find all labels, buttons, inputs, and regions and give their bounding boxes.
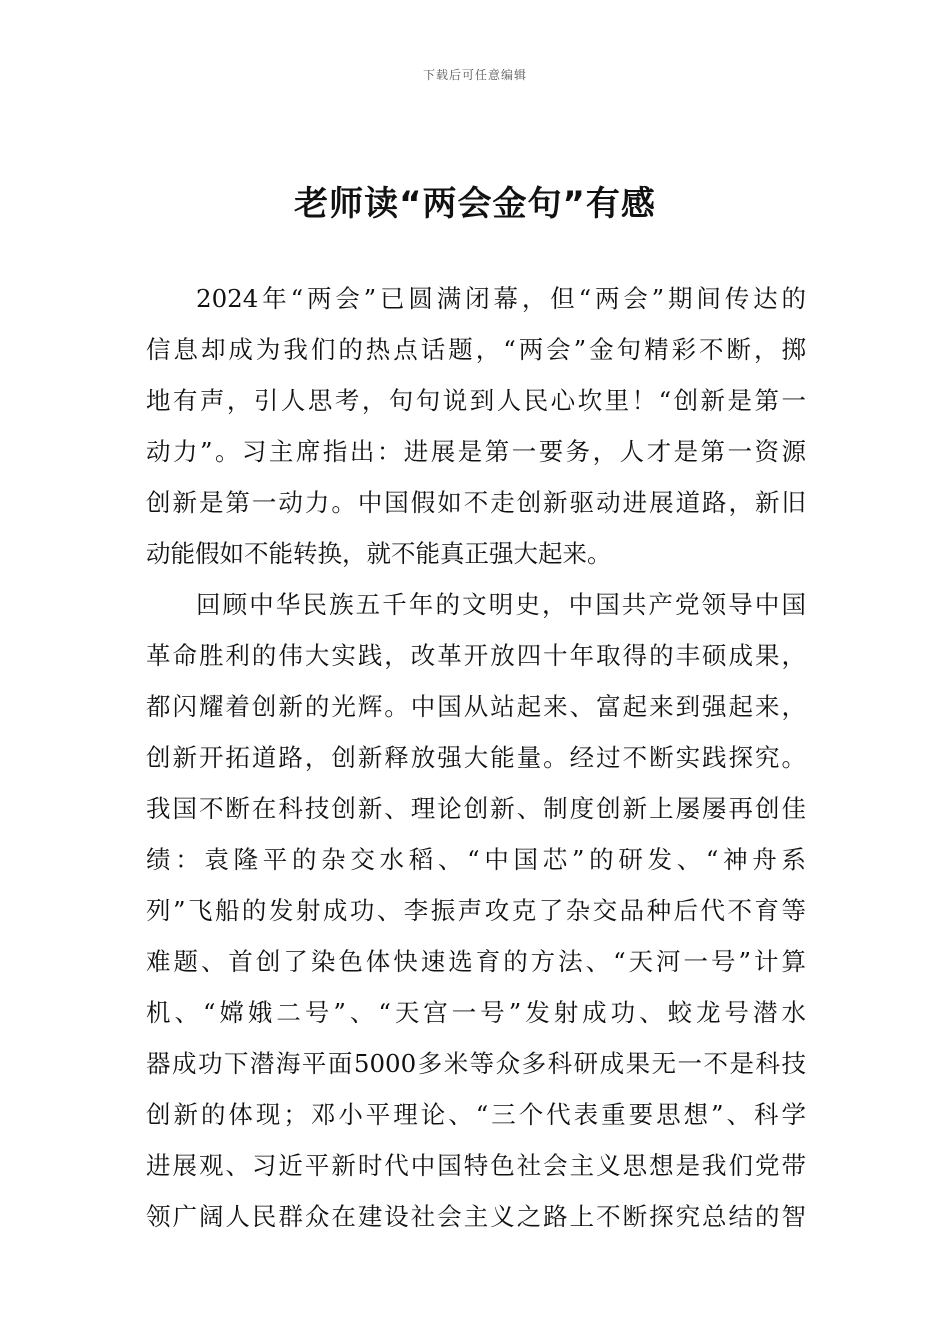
paragraph-2-line-4: 创新开拓道路，创新释放强大能量。经过不断实践探究。 xyxy=(146,743,806,772)
document-title: 老师读“两会金句”有感 xyxy=(294,184,656,224)
paragraph-2-line-1: 回顾中华民族五千年的文明史，中国共产党领导中国 xyxy=(196,590,806,619)
paragraph-2-line-11: 创新的体现；邓小平理论、“三个代表重要思想”、科学 xyxy=(146,1100,806,1129)
paragraph-2-line-5: 我国不断在科技创新、理论创新、制度创新上屡屡再创佳 xyxy=(146,794,806,823)
paragraph-2-line-13: 领广阔人民群众在建设社会主义之路上不断探究总结的智 xyxy=(146,1202,806,1231)
paragraph-1-line-2: 信息却成为我们的热点话题，“两会”金句精彩不断，掷 xyxy=(146,335,806,364)
paragraph-2-line-12: 进展观、习近平新时代中国特色社会主义思想是我们党带 xyxy=(146,1151,806,1180)
paragraph-1-line-6: 动能假如不能转换，就不能真正强大起来。 xyxy=(146,539,612,568)
header-note: 下载后可任意编辑 xyxy=(422,68,527,82)
paragraph-1-line-3: 地有声，引人思考，句句说到人民心坎里！“创新是第一 xyxy=(146,386,806,415)
paragraph-2-line-8: 难题、首创了染色体快速选育的方法、“天河一号”计算 xyxy=(146,947,806,976)
paragraph-2-line-6: 绩：袁隆平的杂交水稻、“中国芯”的研发、“神舟系 xyxy=(146,845,806,874)
paragraph-2-line-9: 机、“嫦娥二号”、“天宫一号”发射成功、蛟龙号潜水 xyxy=(146,998,806,1027)
paragraph-1-line-1: 2024年“两会”已圆满闭幕，但“两会”期间传达的 xyxy=(196,284,806,313)
paragraph-1-line-5: 创新是第一动力。中国假如不走创新驱动进展道路，新旧 xyxy=(146,488,806,517)
paragraph-2-line-2: 革命胜利的伟大实践，改革开放四十年取得的丰硕成果， xyxy=(146,641,806,670)
paragraph-1-line-4: 动力”。习主席指出：进展是第一要务，人才是第一资源 xyxy=(146,437,806,466)
paragraph-2-line-10: 器成功下潜海平面5000多米等众多科研成果无一不是科技 xyxy=(146,1049,806,1078)
document-body xyxy=(146,276,806,1245)
paragraph-2-line-3: 都闪耀着创新的光辉。中国从站起来、富起来到强起来， xyxy=(146,692,806,721)
paragraph-2-line-7: 列”飞船的发射成功、李振声攻克了杂交品种后代不育等 xyxy=(146,896,806,925)
